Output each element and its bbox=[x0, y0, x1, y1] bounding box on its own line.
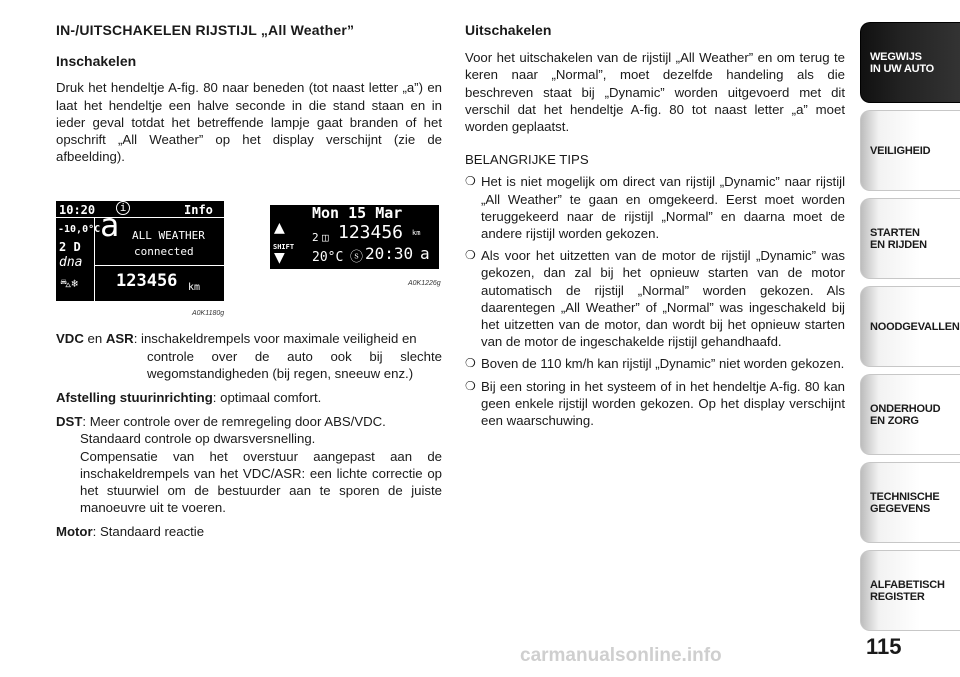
tab-starten[interactable] bbox=[860, 198, 960, 279]
figure-1-caption: A0K1180g bbox=[192, 310, 225, 318]
motor-definition bbox=[56, 523, 442, 540]
tab-veiligheid[interactable] bbox=[860, 110, 960, 191]
tab-label: TECHNISCHE GEGEVENS bbox=[870, 490, 940, 515]
vdc-and: en bbox=[83, 331, 106, 347]
display-time: 10:20 bbox=[59, 203, 96, 218]
display-odo-unit: km bbox=[188, 282, 201, 294]
clock-icon: ⓢ bbox=[350, 250, 364, 266]
section-title: IN-/UITSCHAKELEN RIJSTIJL „All Weather” bbox=[56, 22, 355, 38]
tip-item bbox=[465, 173, 845, 242]
watermark: carmanualsonline.info bbox=[520, 645, 722, 666]
odo-icon: ◫ bbox=[322, 231, 329, 245]
tab-alfabetisch[interactable] bbox=[860, 550, 960, 631]
figures bbox=[56, 183, 442, 323]
chapter-tabs bbox=[860, 22, 960, 638]
dst-definition bbox=[56, 413, 442, 516]
tab-label: ONDERHOUD EN ZORG bbox=[870, 402, 941, 427]
tab-label: STARTEN EN RIJDEN bbox=[870, 226, 927, 251]
dst-line2: Standaard controle op dwarsversnelling. bbox=[80, 431, 316, 447]
display-line1: ALL WEATHER bbox=[132, 229, 205, 243]
arrow-up-icon: ▲ bbox=[274, 217, 285, 239]
asr-term: ASR bbox=[105, 331, 134, 347]
bullet-icon: ❍ bbox=[465, 248, 476, 263]
tab-label: NOODGEVALLEN bbox=[870, 320, 960, 333]
tip-text: Bij een storing in het systeem of in het hendeltje A-fig. 80 kan geen enkele rijstijl worden gekozen. Op het display verschijnt een waarschuwing. bbox=[481, 378, 845, 429]
vdc-desc: : inschakeldrempels voor maximale veiligheid en bbox=[133, 331, 417, 347]
bullet-icon: ❍ bbox=[465, 174, 476, 189]
mode-letter-2: a bbox=[420, 244, 430, 264]
dst-term: DST bbox=[56, 414, 83, 430]
display-gear: 2 D bbox=[59, 240, 81, 255]
uitschakelen-body: Voor het uitschakelen van de rijstijl „All Weather” en om terug te keren naar „Normal”, moet dezelfde handeling als die beschreven staat bij „Dynamic” worden uitgevoerd met dit verschil dat het hendeltje A-fig. 80 tot naast letter „a” moet worden geplaatst. bbox=[465, 50, 845, 135]
tip-text: Als voor het uitzetten van de motor de rijstijl „Dynamic” was gekozen, dan zal bij het opnieuw starten van de motor automatisch de rijstijl „Normal” worden gekozen. Als daarentegen „All Weather” of „Normal” was ingeschakeld bij het uitzetten van de motor, dan wordt bij het opnieuw starten van de motor de ingeschakelde rijstijl gehandhaafd. bbox=[481, 248, 845, 350]
display-odometer-2: 123456 bbox=[338, 222, 404, 244]
display-temp-2: 20°C bbox=[312, 250, 344, 266]
tip-item bbox=[465, 355, 845, 372]
tab-noodgevallen[interactable] bbox=[860, 286, 960, 367]
tips-title: BELANGRIJKE TIPS bbox=[465, 152, 589, 168]
mode-letter: a bbox=[100, 206, 120, 245]
tab-wegwijs[interactable] bbox=[860, 22, 960, 103]
car-icon: ⛍❄ bbox=[60, 277, 78, 291]
uitschakelen-title: Uitschakelen bbox=[465, 22, 552, 38]
vdc-desc-cont: controle over de auto ook bij slechte wegomstandigheden (bij regen, sneeuw enz.) bbox=[147, 348, 442, 381]
tab-onderhoud[interactable] bbox=[860, 374, 960, 455]
display-temp: -10,0°C bbox=[58, 224, 101, 236]
display-dna: dna bbox=[59, 255, 83, 271]
tab-label: ALFABETISCH REGISTER bbox=[870, 578, 945, 603]
left-column bbox=[56, 22, 442, 541]
dst-line1: : Meer controle over de remregeling door ABS/VDC. bbox=[82, 414, 386, 430]
middle-column bbox=[465, 22, 845, 429]
steering-definition bbox=[56, 389, 442, 406]
figure-2-caption: A0K1226g bbox=[408, 280, 441, 288]
tab-label: WEGWIJS IN UW AUTO bbox=[870, 50, 934, 75]
tab-technische[interactable] bbox=[860, 462, 960, 543]
tip-text: Het is niet mogelijk om direct van rijstijl „Dynamic” naar rijstijl „All Weather” te gaan en omgekeerd. Eerst moet worden teruggekeerd naar de rijstijl „Normal” en daarna moet de andere rijstijl worden gekozen. bbox=[481, 174, 845, 242]
tip-item bbox=[465, 247, 845, 350]
display-figure-2 bbox=[270, 205, 439, 269]
tab-label: VEILIGHEID bbox=[870, 144, 931, 157]
display-info: Info bbox=[184, 203, 213, 218]
motor-desc: : Standaard reactie bbox=[92, 524, 205, 540]
subsection-title: Inschakelen bbox=[56, 53, 137, 70]
trip-label: 2 bbox=[312, 231, 319, 245]
display-clock: 20:30 bbox=[365, 244, 414, 264]
vdc-term: VDC bbox=[56, 331, 84, 347]
dst-line3: Compensatie van het overstuur aangepast aan de inschakeldrempels van het VDC/ASR: een lichte correctie op het stuurwiel om de bestuurder aan te sporen de juiste manoeuvre uit te voeren. bbox=[80, 448, 442, 516]
bullet-icon: ❍ bbox=[465, 378, 476, 393]
tip-text: Boven de 110 km/h kan rijstijl „Dynamic” niet worden gekozen. bbox=[481, 356, 845, 372]
vdc-definition bbox=[56, 330, 442, 382]
display-odo-unit-2: km bbox=[412, 229, 421, 238]
display-odometer: 123456 bbox=[116, 271, 178, 292]
page-number: 115 bbox=[866, 634, 902, 659]
display-line2: connected bbox=[134, 245, 194, 259]
steering-desc: : optimaal comfort. bbox=[212, 390, 322, 406]
motor-term: Motor bbox=[56, 524, 93, 540]
intro-paragraph: Druk het hendeltje A-fig. 80 naar beneden (tot naast letter „a”) en laat het hendeltje een halve seconde in die stand staan en in ieder geval totdat het betreffende lampje gaat branden of het opschrift „All Weather” op het display verschijnt (zie de afbeelding). bbox=[56, 80, 442, 165]
display-date: Mon 15 Mar bbox=[312, 205, 403, 223]
steering-term: Afstelling stuurinrichting bbox=[56, 390, 213, 406]
info-icon: i bbox=[116, 201, 130, 215]
arrow-down-icon: ▼ bbox=[274, 247, 285, 269]
shift-label: SHIFT bbox=[273, 243, 295, 252]
display-figure-1 bbox=[56, 201, 224, 301]
tip-item bbox=[465, 378, 845, 430]
bullet-icon: ❍ bbox=[465, 356, 476, 371]
